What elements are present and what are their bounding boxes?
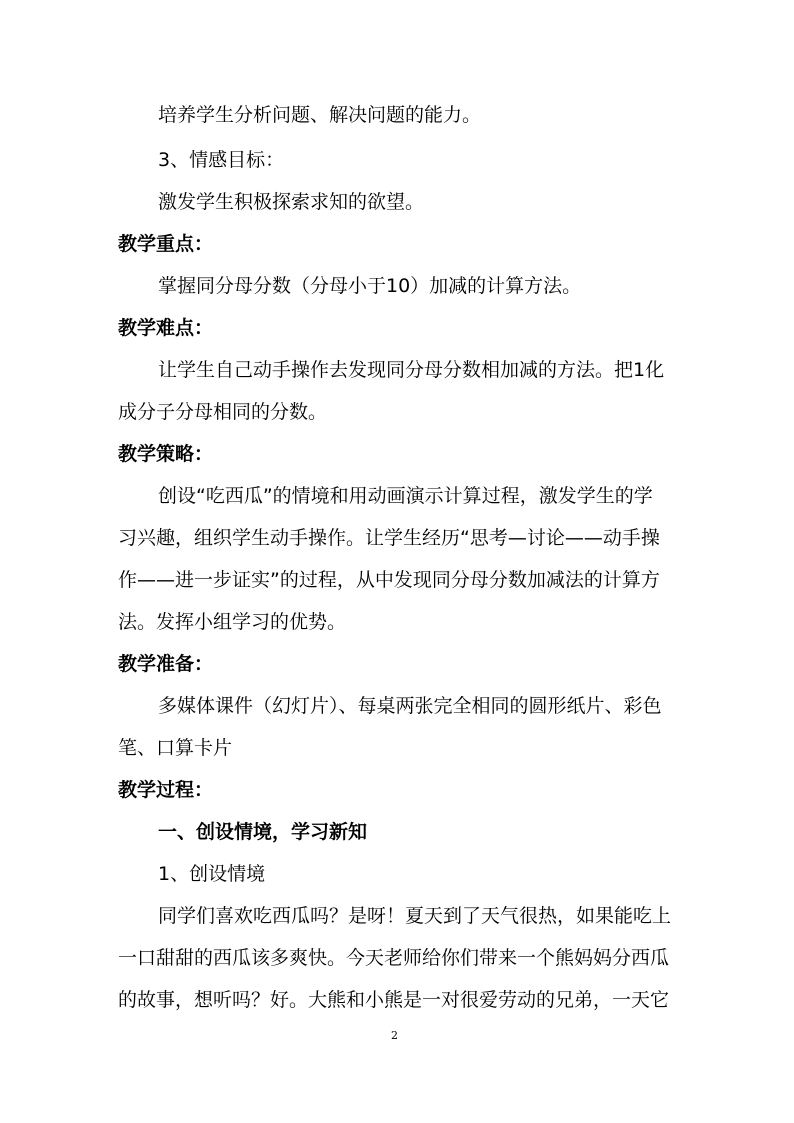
- story-text-line-3: 的故事，想听吗？好。大熊和小熊是一对很爱劳动的兄弟，一天它: [118, 989, 670, 1011]
- story-text-line-2: 一口甜甜的西瓜该多爽快。今天老师给你们带来一个熊妈妈分西瓜: [118, 947, 670, 969]
- strategy-text-line-3: 作——进一步证实”的过程，从中发现同分母分数加减法的计算方: [118, 569, 660, 591]
- difficulties-text-line-1: 让学生自己动手操作去发现同分母分数相加减的方法。把1化: [158, 359, 665, 381]
- section-one-heading: 一、创设情境，学习新知: [158, 821, 368, 843]
- preparation-text-line-1: 多媒体课件（幻灯片）、每桌两张完全相同的圆形纸片、彩色: [158, 695, 662, 717]
- difficulties-text-line-2: 成分子分母相同的分数。: [118, 401, 328, 423]
- strategy-text-line-2: 习兴趣，组织学生动手操作。让学生经历“思考—讨论——动手操: [118, 527, 660, 549]
- key-points-heading: 教学重点：: [118, 233, 214, 255]
- ability-goal-text: 培养学生分析问题、解决问题的能力。: [158, 104, 482, 126]
- process-heading: 教学过程：: [118, 779, 214, 801]
- difficulties-heading: 教学难点：: [118, 317, 214, 339]
- emotion-goal-label: 3、情感目标：: [158, 149, 285, 171]
- preparation-heading: 教学准备：: [118, 653, 214, 675]
- create-situation-label: 1、创设情境: [158, 863, 266, 885]
- strategy-text-line-4: 法。发挥小组学习的优势。: [118, 611, 347, 633]
- emotion-goal-text: 激发学生积极探索求知的欲望。: [158, 191, 425, 213]
- key-points-text: 掌握同分母分数（分母小于10）加减的计算方法。: [158, 275, 582, 297]
- page-number: 2: [391, 1029, 398, 1042]
- strategy-text-line-1: 创设“吃西瓜”的情境和用动画演示计算过程，激发学生的学: [158, 485, 653, 507]
- preparation-text-line-2: 笔、口算卡片: [118, 737, 233, 759]
- strategy-heading: 教学策略：: [118, 443, 214, 465]
- story-text-line-1: 同学们喜欢吃西瓜吗？是呀！夏天到了天气很热，如果能吃上: [158, 905, 672, 927]
